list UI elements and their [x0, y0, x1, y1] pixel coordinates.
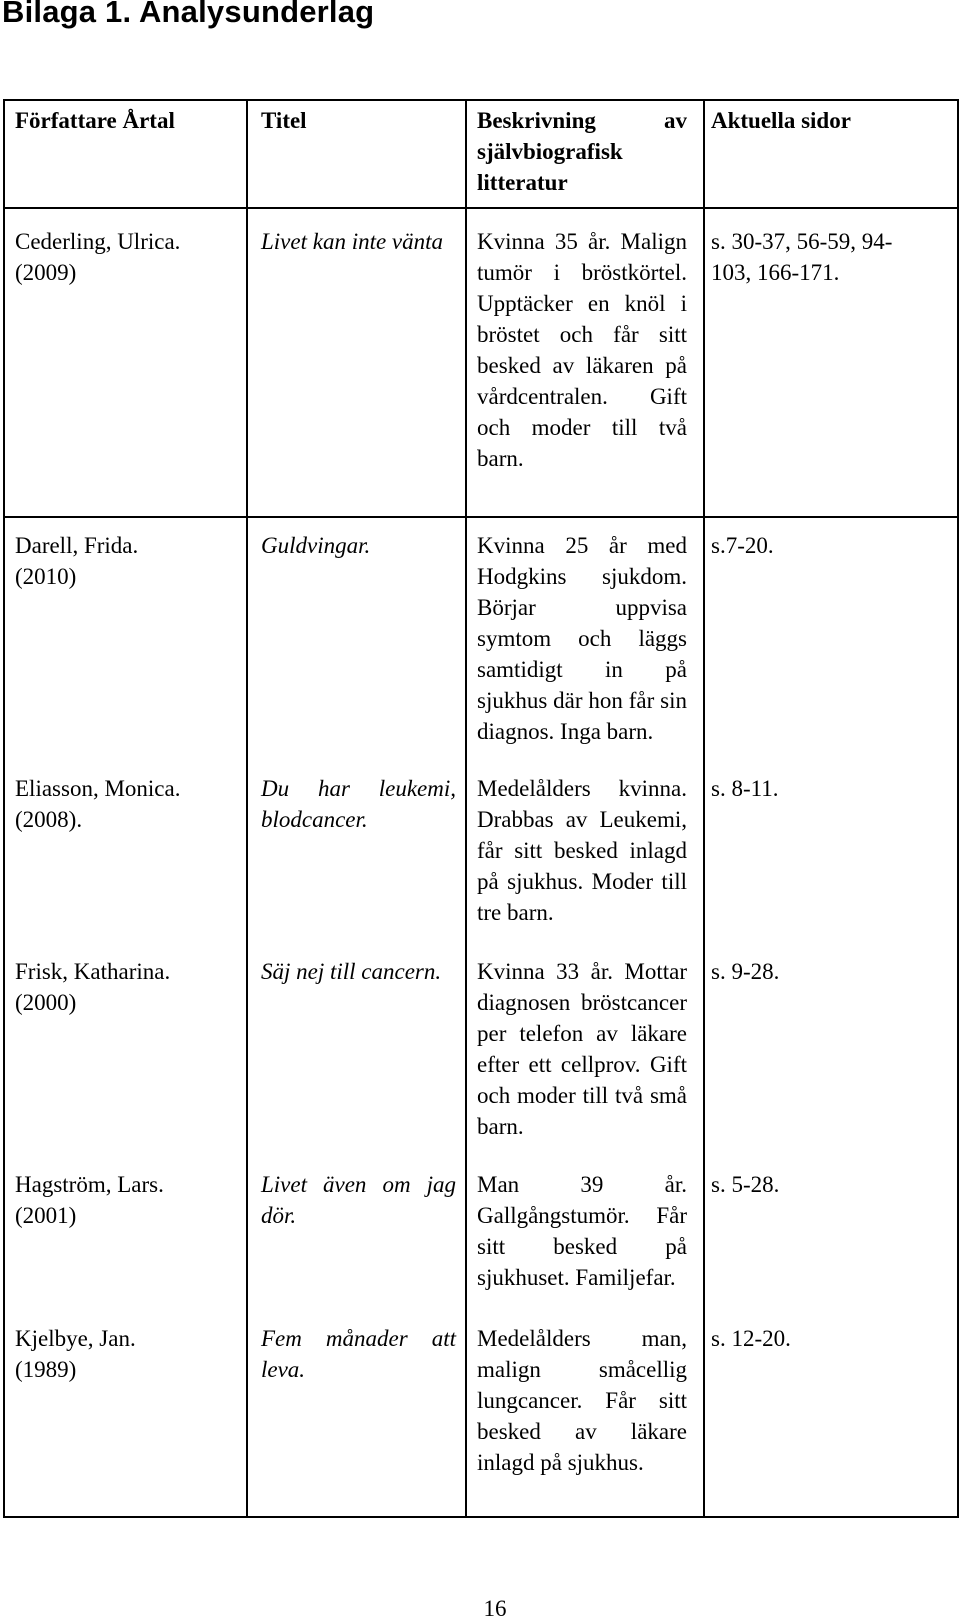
author-name: Hagström, Lars.	[15, 1172, 164, 1197]
author-name: Eliasson, Monica.	[15, 776, 181, 801]
header-title: Titel	[261, 108, 307, 133]
page-range: s. 5-28.	[711, 1172, 780, 1197]
table-row-author	[15, 226, 237, 288]
book-title: Säj nej till cancern.	[261, 959, 442, 984]
table-row-author	[15, 773, 237, 835]
publication-year: (2009)	[15, 260, 77, 285]
author-name: Frisk, Katharina.	[15, 959, 171, 984]
document-title: Bilaga 1. Analysunderlag	[2, 0, 375, 29]
header-author-year: Författare Årtal	[15, 108, 175, 133]
page-range: s. 30-37, 56-59, 94-103, 166-171.	[711, 229, 893, 285]
book-description: Kvinna 33 år. Mottar diagnosen bröstcancer per telefon av läkare efter ett cellprov. Gift och moder till två små barn.	[477, 959, 687, 1139]
column-divider	[465, 101, 467, 1516]
book-description: Medelålders man, malign småcellig lungcancer. Får sitt besked av läkare inlagd på sjukhus.	[477, 1326, 687, 1475]
page-range: s. 8-11.	[711, 776, 779, 801]
author-name: Cederling, Ulrica.	[15, 229, 181, 254]
publication-year: (2000)	[15, 990, 77, 1015]
author-name: Kjelbye, Jan.	[15, 1326, 136, 1351]
publication-year: (2010)	[15, 564, 77, 589]
book-description: Kvinna 35 år. Malign tumör i bröstkörtel. Upptäcker en knöl i bröstet och får sitt besked av läkaren på vårdcentralen. Gift och moder till två barn.	[477, 229, 687, 471]
book-description: Man 39 år. Gallgångstumör. Får sitt besked på sjukhuset. Familjefar.	[477, 1172, 687, 1290]
table-row-author	[15, 956, 237, 1018]
column-divider	[703, 101, 705, 1516]
page-range: s. 12-20.	[711, 1326, 791, 1351]
publication-year: (2001)	[15, 1203, 77, 1228]
book-title: Du har leukemi, blodcancer.	[261, 776, 456, 832]
column-divider	[246, 101, 248, 1516]
book-description: Kvinna 25 år med Hodgkins sjukdom. Börjar uppvisa symtom och läggs samtidigt in på sjukhus där hon får sin diagnos. Inga barn.	[477, 533, 687, 744]
header-divider	[5, 207, 957, 209]
author-name: Darell, Frida.	[15, 533, 139, 558]
book-description: Medelålders kvinna. Drabbas av Leukemi, får sitt besked inlagd på sjukhus. Moder till tre barn.	[477, 776, 687, 925]
page-range: s. 9-28.	[711, 959, 780, 984]
table-row-author	[15, 1169, 237, 1231]
analysis-table	[3, 99, 959, 1518]
page-number: 16	[483, 1596, 507, 1621]
book-title: Livet även om jag dör.	[261, 1172, 456, 1228]
header-description: Beskrivning av självbiografisk litteratur	[477, 108, 687, 195]
book-title: Livet kan inte vänta	[261, 229, 444, 254]
table-row-author	[15, 530, 237, 592]
book-title: Guldvingar.	[261, 533, 371, 558]
row-divider	[5, 516, 957, 518]
header-pages: Aktuella sidor	[711, 108, 851, 133]
book-title: Fem månader att leva.	[261, 1326, 456, 1382]
publication-year: (2008).	[15, 807, 83, 832]
table-row-author	[15, 1323, 237, 1385]
publication-year: (1989)	[15, 1357, 77, 1382]
page-range: s.7-20.	[711, 533, 774, 558]
